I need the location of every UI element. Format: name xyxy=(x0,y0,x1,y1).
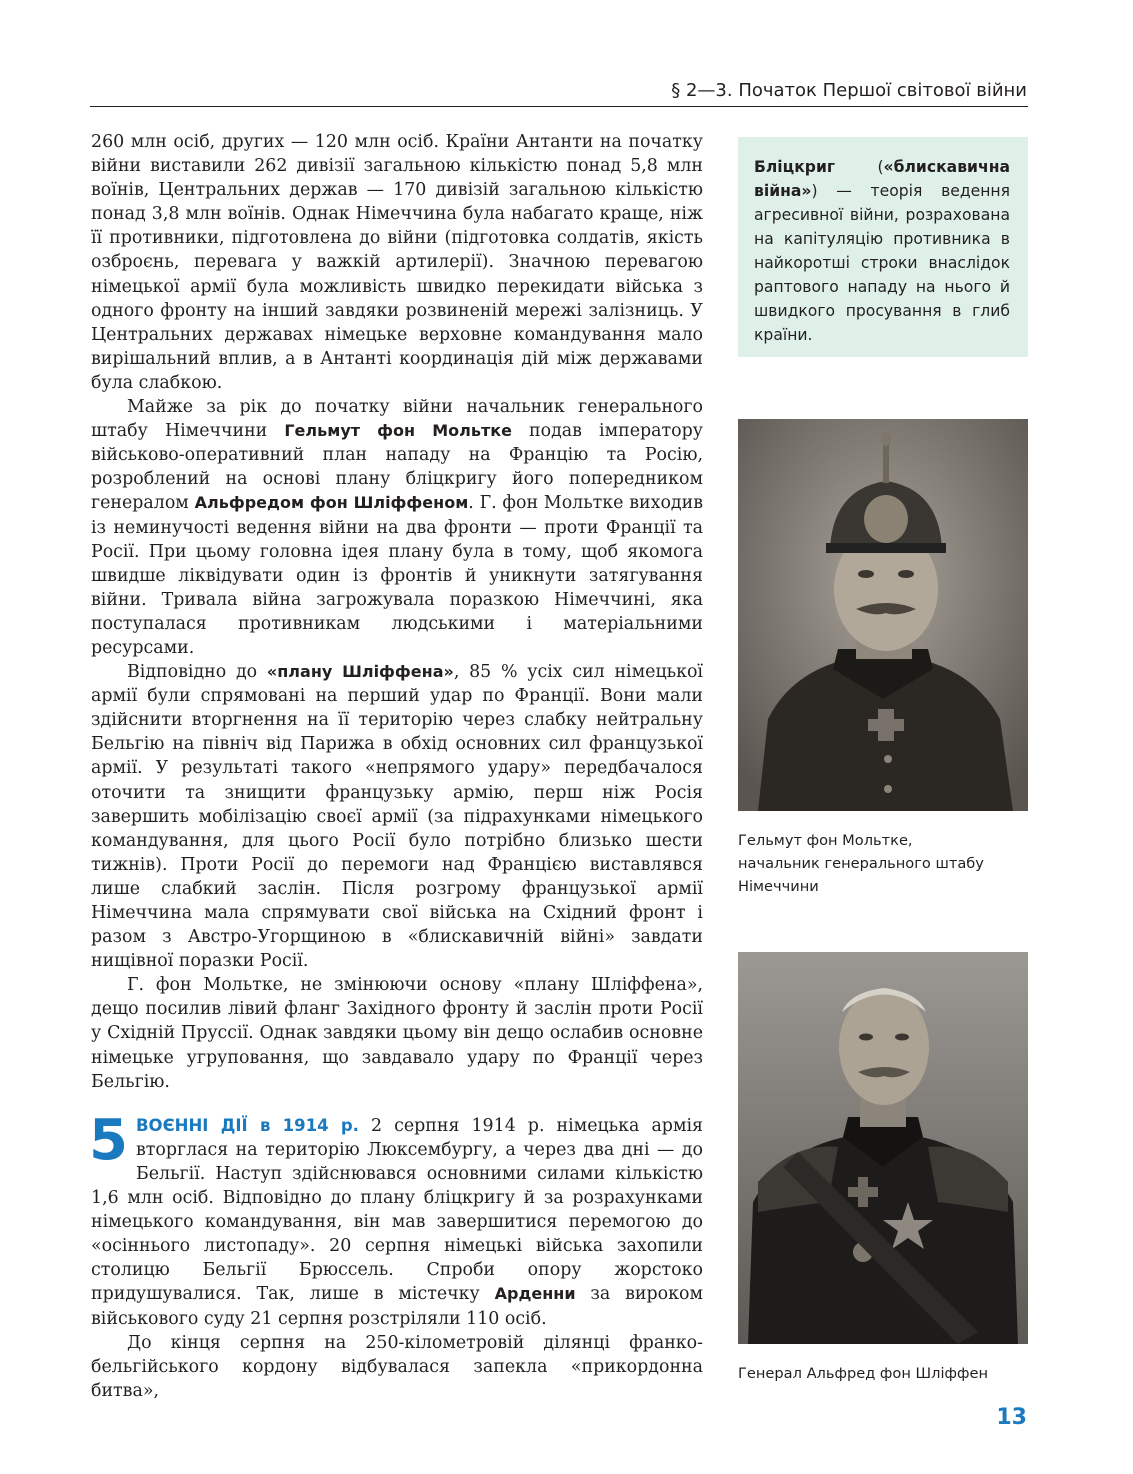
definition-gloss: «блискавична війна» xyxy=(754,158,1010,200)
moltke-caption-line-1: Гельмут фон Мольтке, xyxy=(738,832,913,849)
p2-text-a: Майже за рік до початку війни начальник генерального штабу Німеччини xyxy=(91,397,703,442)
section-5 xyxy=(89,1107,704,1403)
paragraph-3 xyxy=(91,660,703,973)
main-column xyxy=(91,130,703,1403)
definition-text: ) — теорія ведення агресивної війни, розрахована на капітуляцію противника в найкоротші строки внаслідок раптового нападу на нього й швидкого просування в глиб країни. xyxy=(754,182,1010,344)
section-5-paragraph-1 xyxy=(89,1107,704,1331)
term-moltke: Гельмут фон Мольтке xyxy=(284,421,512,441)
definition-box xyxy=(738,137,1028,357)
definition-open: ( xyxy=(835,158,884,176)
term-schlieffen: Альфредом фон Шліффеном xyxy=(194,493,469,513)
term-schlieffen-plan: «плану Шліффена» xyxy=(266,662,454,682)
moltke-caption xyxy=(738,829,1028,898)
p3-text-a: Відповідно до xyxy=(127,662,267,683)
section-5-paragraph-2: До кінця серпня на 250-кілометровій ділянці франко-бельгійського кордону відбувалася запекла «прикордонна битва», xyxy=(91,1332,703,1401)
moltke-caption-line-2: начальник генерального штабу xyxy=(738,855,984,872)
s5-text-c: за вироком військового суду 21 серпня розстріляли 110 осіб. xyxy=(91,1284,703,1329)
moltke-caption-line-3: Німеччини xyxy=(738,878,819,895)
p2-text-c: подав імператору військово-оперативний план нападу на Францію та Росію, розроблений на основі плану бліцкригу його попередником генералом xyxy=(91,421,703,514)
schlieffen-caption: Генерал Альфред фон Шліффен xyxy=(738,1365,988,1382)
s5-text-a: 2 серпня 1914 р. німецька армія вторглася на територію Люксембургу, а через два дні — до Бельгії. Наступ здійснювався основними силами кількістю 1,6 млн осіб. Відповідно до плану бліцкригу й за розрахунками німецького командування, він мав завершитися перемогою до «осіннього листопаду». 20 серпня німецькі війська захопили столицю Бельгії Брюссель. Спроби опору жорстоко придушувалися. Так, лише в містечку xyxy=(91,1115,704,1305)
paragraph-4: Г. фон Мольтке, не змінюючи основу «плану Шліффена», дещо посилив лівий фланг Західного фронту й заслін проти Росії у Східній Пруссії. Однак завдяки цьому він дещо ослабив основне німецьке угруповання, що завдавало удару по Франції через Бельгію. xyxy=(91,975,703,1092)
section-number: 5 xyxy=(89,1107,128,1173)
p2-text-d: . Г. фон Мольтке виходив із неминучості ведення війни на два фронти — проти Франції та Росії. При цьому головна ідея плану була в тому, щоб якомога швидше ліквідувати один із фронтів й уникнути затягування війни. Тривала війна загрожувала поразкою Німеччині, яка поступалася противникам людськими і матеріальними ресурсами. xyxy=(91,493,704,658)
definition-term: Бліцкриг xyxy=(754,158,836,176)
page-number: 13 xyxy=(996,1405,1027,1430)
moltke-portrait-photo xyxy=(738,419,1028,811)
p3-text-c: , 85 % усіх сил німецької армії були спрямовані на перший удар по Франції. Вони мали здійснити вторгнення на її територію через слабку нейтральну Бельгію на північ від Парижа в обхід основних сил французької армії. У результаті такого «непрямого удару» передбачалося оточити та знищити французьку армію, перш ніж Росія завершить мобілізацію своєї армії (за підрахунками німецького командування, для цього Росії було потрібно близько шести тижнів). Проти Росії до перемоги над Францією виставлявся лише слабкий заслін. Після розгрому французької армії Німеччина мала спрямувати свої війська на Східний фронт і разом з Австро-Угорщиною в «блискавичній війні» завдати нищівної поразки Росії. xyxy=(91,662,703,972)
section-title: ВОЄННІ ДІЇ в 1914 р. xyxy=(135,1115,359,1135)
schlieffen-portrait-photo xyxy=(738,952,1028,1344)
running-head: § 2—3. Початок Першої світової війни xyxy=(671,80,1027,101)
header-rule xyxy=(90,106,1028,107)
paragraph-2 xyxy=(91,395,703,660)
term-ardennes: Арденни xyxy=(494,1284,576,1304)
paragraph-1: 260 млн осіб, других — 120 млн осіб. Країни Антанти на початку війни виставили 262 дивізії загальною кількістю понад 5,8 млн воїнів, Центральних держав — 170 дивізій загальною кількістю понад 3,8 млн воїнів. Однак Німеччина була набагато краще, ніж її противники, підготовлена до війни (підготовка солдатів, якість озброєнь, перевага у важкій артилерії). Значною перевагою німецької армії була можливість швидко перекидати війська з одного фронту на інший завдяки розвиненій мережі залізниць. У Центральних державах німецьке верховне командування мало вирішальний вплив, а в Антанті координація дій між державами була слабкою. xyxy=(91,132,703,393)
